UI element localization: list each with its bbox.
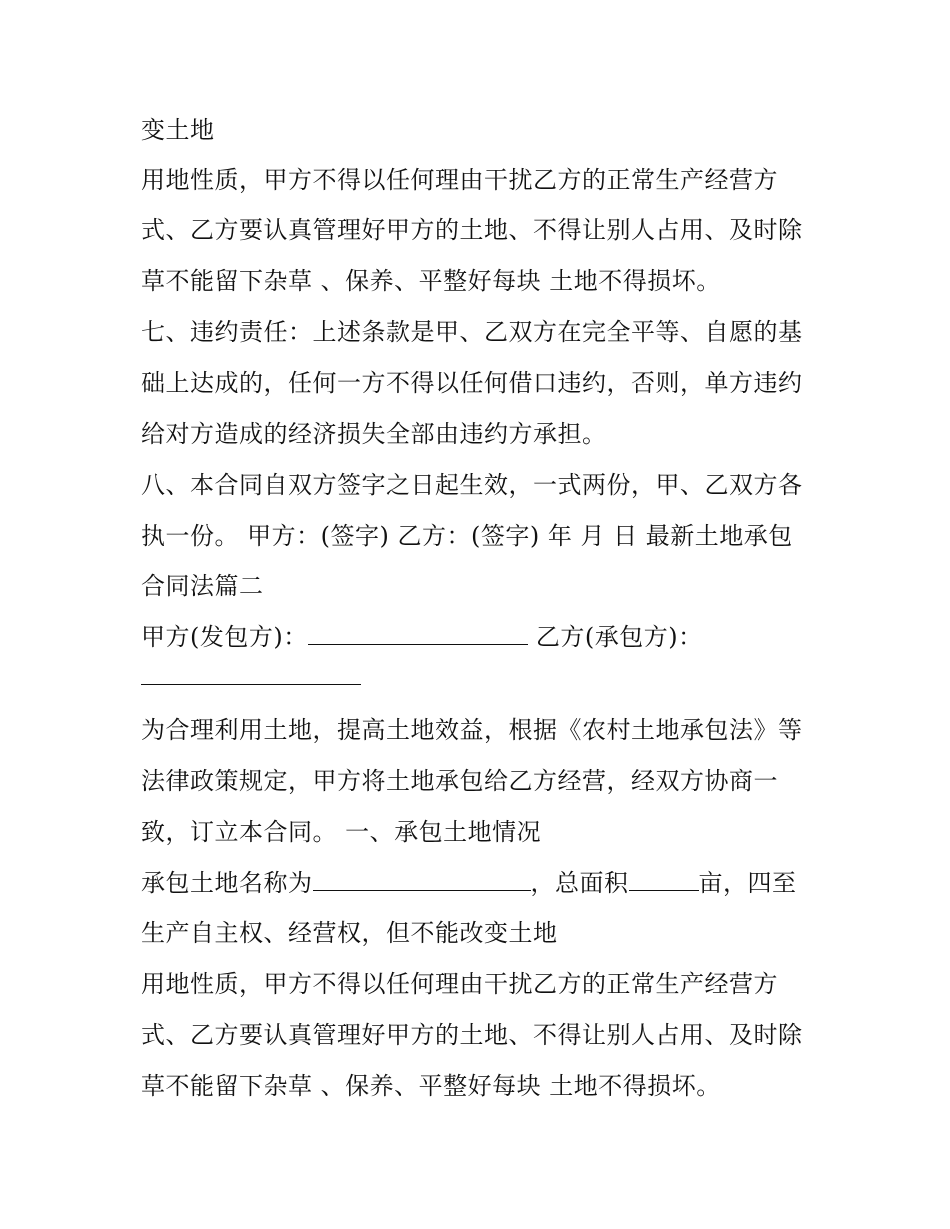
text-line: 为合理利用土地，提高土地效益，根据《农村土地承包法》等 bbox=[141, 716, 803, 744]
text-line: 草不能留下杂草 、保养、平整好每块 土地不得损坏。 bbox=[141, 1072, 721, 1100]
land-line bbox=[141, 868, 797, 898]
text-line: 八、本合同自双方签字之日起生效，一式两份，甲、乙双方各 bbox=[141, 471, 803, 499]
land-area-label: ，总面积 bbox=[530, 869, 629, 897]
text-line: 致，订立本合同。 一、承包土地情况 bbox=[141, 818, 542, 846]
text-line: 七、违约责任：上述条款是甲、乙双方在完全平等、自愿的基 bbox=[141, 318, 803, 346]
text-line: 础上达成的，任何一方不得以任何借口违约，否则，单方违约 bbox=[141, 369, 803, 397]
party-b-blank bbox=[141, 662, 361, 685]
party-a-label: 甲方(发包方)： bbox=[141, 623, 308, 651]
section-title: 合同法篇二 bbox=[141, 572, 264, 600]
land-name-label: 承包土地名称为 bbox=[141, 869, 313, 897]
land-name-blank bbox=[313, 868, 531, 891]
party-b-label: 乙方(承包方)： bbox=[535, 623, 703, 651]
text-line: 草不能留下杂草 、保养、平整好每块 土地不得损坏。 bbox=[141, 267, 721, 295]
party-b-blank-line bbox=[141, 662, 361, 692]
text-line: 给对方造成的经济损失全部由违约方承担。 bbox=[141, 420, 607, 448]
text-line: 用地性质，甲方不得以任何理由干扰乙方的正常生产经营方 bbox=[141, 166, 778, 194]
text-line: 生产自主权、经营权，但不能改变土地 bbox=[141, 919, 558, 947]
text-line: 用地性质，甲方不得以任何理由干扰乙方的正常生产经营方 bbox=[141, 970, 778, 998]
signature-line: 执一份。 甲方：(签字) 乙方：(签字) 年 月 日 最新土地承包 bbox=[141, 522, 793, 550]
text-line: 变土地 bbox=[141, 116, 215, 144]
text-line: 式、乙方要认真管理好甲方的土地、不得让别人占用、及时除 bbox=[141, 1021, 803, 1049]
land-area-unit: 亩，四至 bbox=[698, 869, 797, 897]
land-area-blank bbox=[629, 868, 699, 891]
text-line: 法律政策规定，甲方将土地承包给乙方经营，经双方协商一 bbox=[141, 767, 778, 795]
text-line: 式、乙方要认真管理好甲方的土地、不得让别人占用、及时除 bbox=[141, 216, 803, 244]
party-a-blank bbox=[308, 622, 528, 645]
party-line bbox=[141, 622, 703, 652]
